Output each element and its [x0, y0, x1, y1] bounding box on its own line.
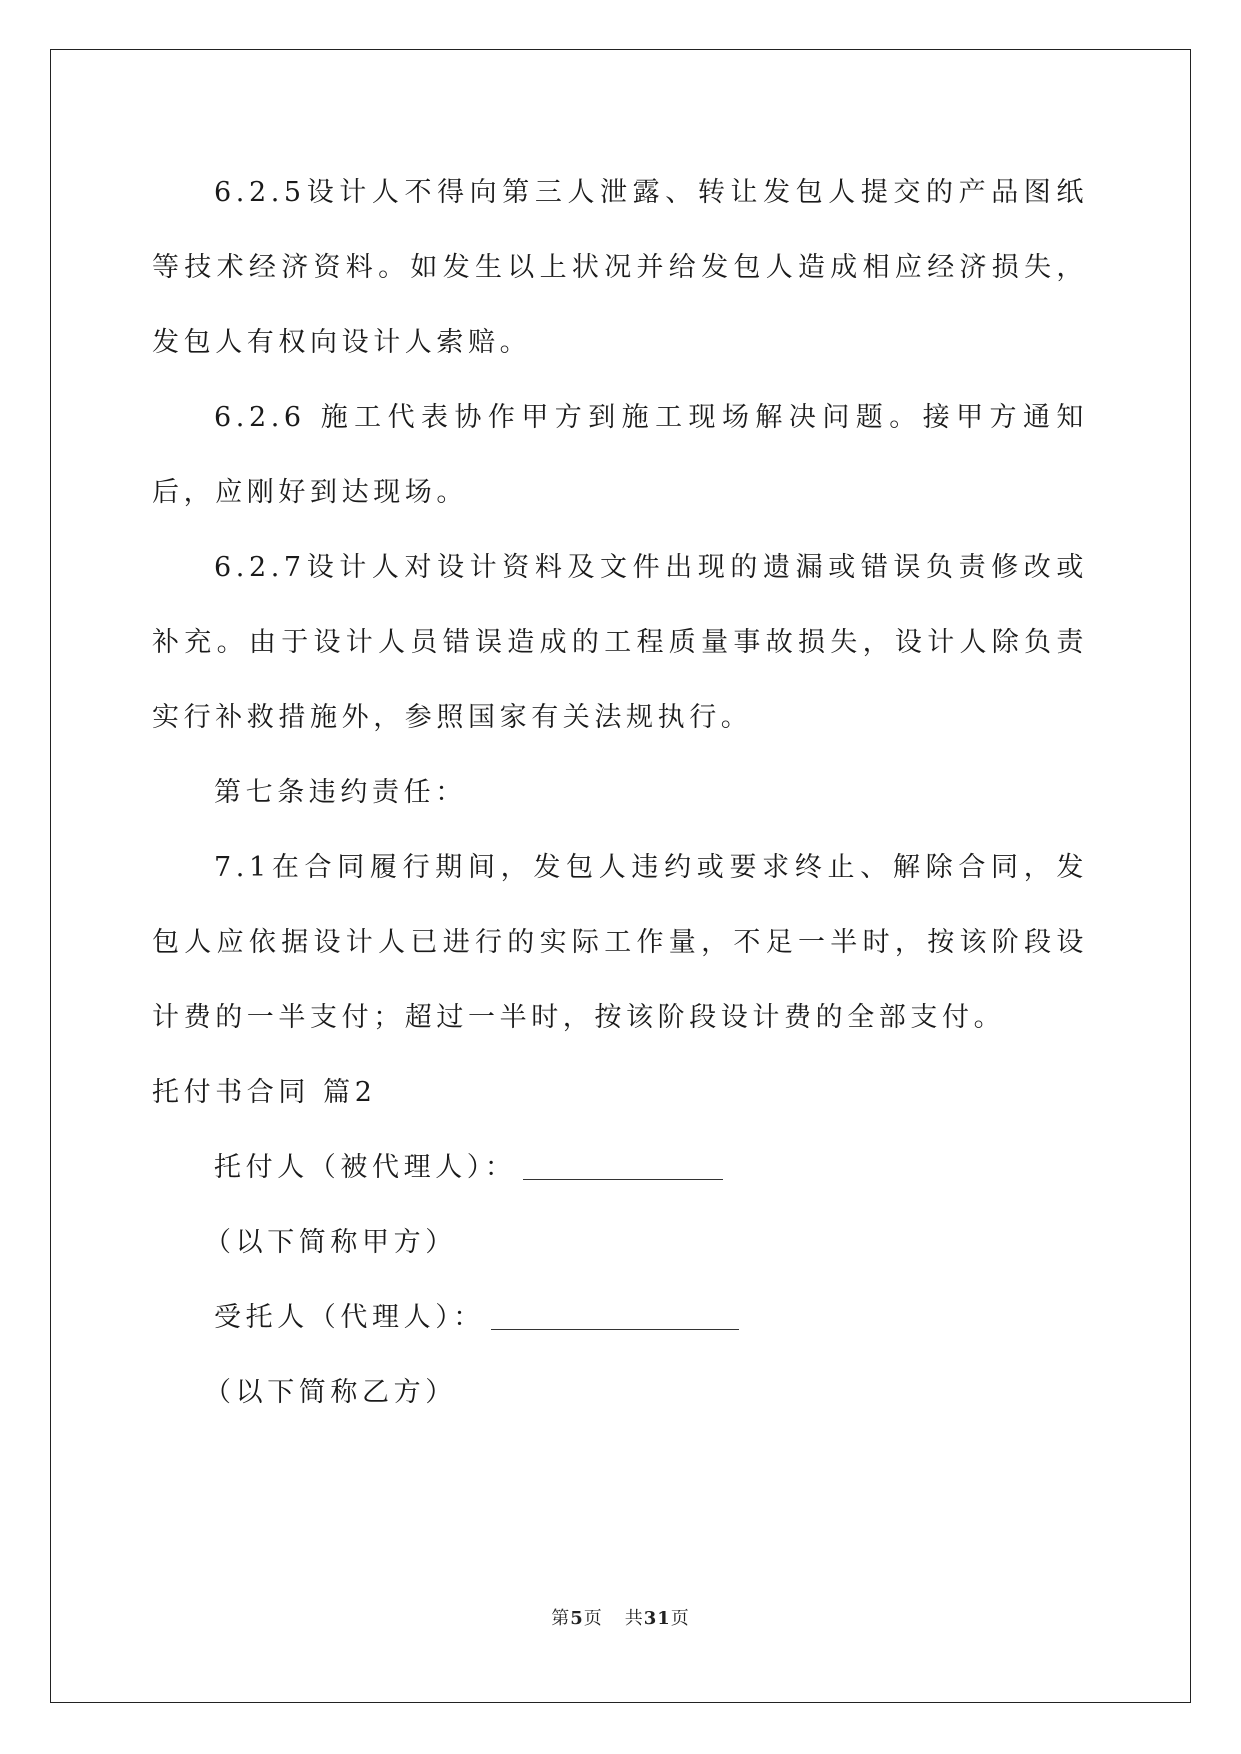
document-body	[152, 155, 1088, 1430]
agent-field	[152, 1280, 1088, 1355]
footer-prefix: 第	[551, 1608, 571, 1629]
page-footer	[0, 1604, 1241, 1630]
agent-blank-line[interactable]	[491, 1303, 739, 1330]
paragraph-7-1: 7.1在合同履行期间，发包人违约或要求终止、解除合同，发包人应依据设计人已进行的实际工作量，不足一半时，按该阶段设计费的一半支付；超过一半时，按该阶段设计费的全部支付。	[152, 852, 1088, 1033]
principal-field	[152, 1130, 1088, 1205]
paragraph-6-2-5: 6.2.5设计人不得向第三人泄露、转让发包人提交的产品图纸等技术经济资料。如发生以上状况并给发包人造成相应经济损失，发包人有权向设计人索赔。	[152, 177, 1088, 358]
paragraph-6-2-6: 6.2.6 施工代表协作甲方到施工现场解决问题。接甲方通知后，应刚好到达现场。	[152, 402, 1088, 508]
agent-note	[152, 1355, 1088, 1430]
principal-label: 托付人（被代理人）：	[214, 1152, 517, 1183]
footer-total-suffix: 页	[670, 1608, 690, 1629]
footer-total-pages: 31	[643, 1608, 671, 1629]
agent-label: 受托人（代理人）：	[214, 1302, 485, 1333]
principal-blank-line[interactable]	[523, 1153, 723, 1180]
paragraph-6-2-7: 6.2.7设计人对设计资料及文件出现的遗漏或错误负责修改或补充。由于设计人员错误造成的工程质量事故损失，设计人除负责实行补救措施外，参照国家有关法规执行。	[152, 552, 1088, 733]
section-heading: 托付书合同 篇2	[152, 1077, 377, 1108]
principal-note	[152, 1205, 1088, 1280]
article-7-title: 第七条违约责任：	[214, 777, 467, 808]
footer-total-prefix: 共	[624, 1608, 644, 1629]
footer-page-suffix: 页	[583, 1608, 603, 1629]
footer-page-number: 5	[570, 1608, 584, 1629]
principal-note-text: （以下简称甲方）	[204, 1227, 457, 1258]
agent-note-text: （以下简称乙方）	[204, 1377, 457, 1408]
